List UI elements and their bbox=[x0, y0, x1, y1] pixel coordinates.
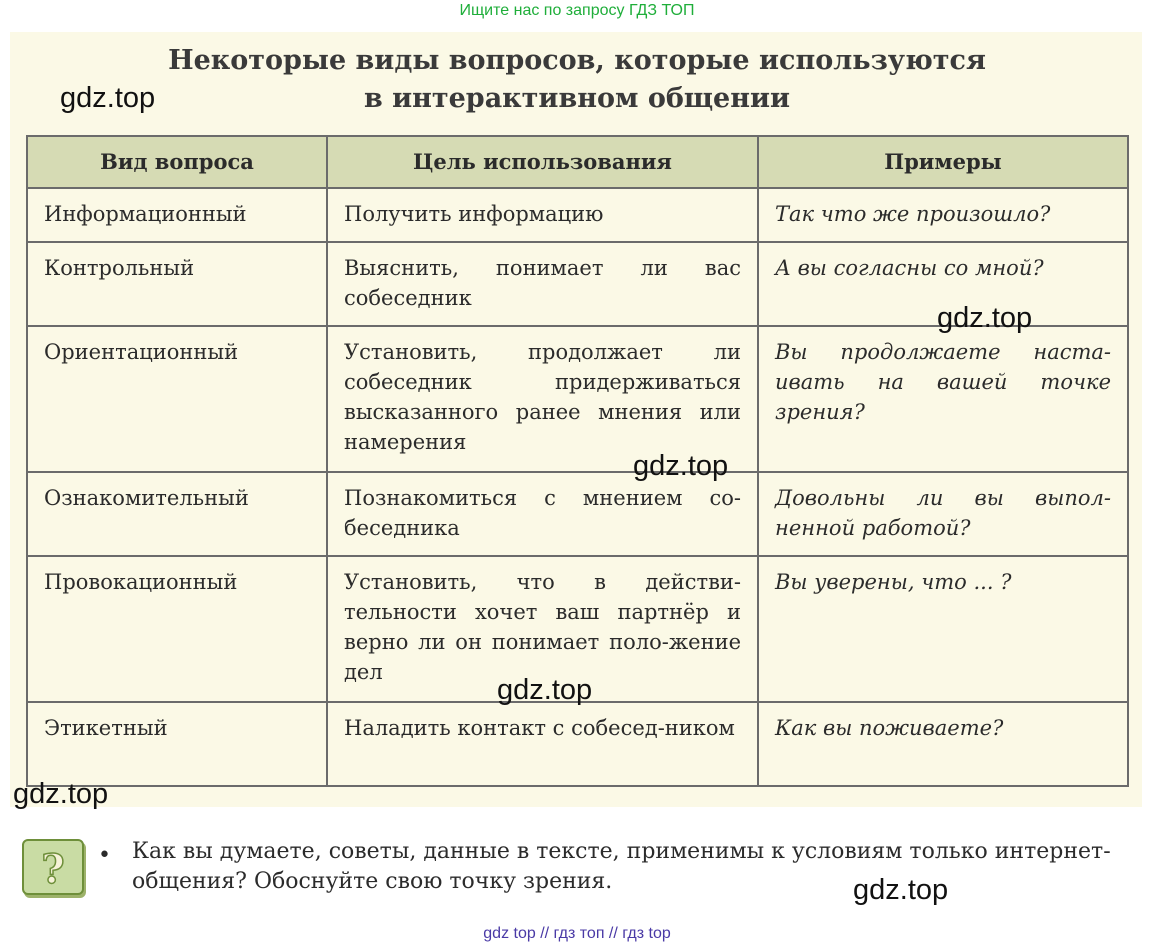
cell-example: Вы уверены, что ... ? bbox=[758, 556, 1128, 702]
table-row bbox=[27, 702, 1128, 786]
table-row bbox=[27, 326, 1128, 472]
footer-links[interactable]: gdz top // гдз топ // гдз top bbox=[483, 925, 671, 942]
bullet: • bbox=[98, 843, 111, 868]
cell-type: Ознакомительный bbox=[27, 472, 327, 556]
table-row bbox=[27, 188, 1128, 242]
title-line-1: Некоторые виды вопросов, которые используются bbox=[168, 45, 986, 76]
header-goal: Цель использования bbox=[327, 136, 758, 188]
cell-example: Как вы поживаете? bbox=[758, 702, 1128, 786]
cell-goal: Установить, продолжает ли собеседник придерживаться высказанного ранее мнения или намерения bbox=[327, 326, 758, 472]
cell-type: Ориентационный bbox=[27, 326, 327, 472]
top-banner[interactable]: Ищите нас по запросу ГДЗ ТОП bbox=[459, 2, 695, 19]
cell-type: Контрольный bbox=[27, 242, 327, 326]
watermark: gdz.top bbox=[937, 302, 1033, 334]
title-line-2: в интерактивном общении bbox=[363, 83, 791, 114]
table-header-row bbox=[27, 136, 1128, 188]
cell-type: Информационный bbox=[27, 188, 327, 242]
cell-type: Этикетный bbox=[27, 702, 327, 786]
cell-example: Довольны ли вы выпол-ненной работой? bbox=[758, 472, 1128, 556]
page-title bbox=[0, 42, 1154, 118]
cell-type: Провокационный bbox=[27, 556, 327, 702]
question-text: Как вы думаете, советы, данные в тексте, применимы к условиям только интернет-общения? Обоснуйте свою точку зрения. bbox=[132, 839, 1111, 894]
svg-text:?: ? bbox=[41, 846, 65, 893]
cell-example: А вы согласны со мной? bbox=[758, 242, 1128, 326]
cell-goal: Выяснить, понимает ли вас собеседник bbox=[327, 242, 758, 326]
cell-goal: Установить, что в действи-тельности хочет ваш партнёр и верно ли он понимает поло-жение дел bbox=[327, 556, 758, 702]
header-type: Вид вопроса bbox=[27, 136, 327, 188]
cell-goal: Получить информацию bbox=[327, 188, 758, 242]
watermark: gdz.top bbox=[13, 778, 109, 810]
question-block bbox=[20, 835, 1130, 905]
cell-goal: Познакомиться с мнением со-беседника bbox=[327, 472, 758, 556]
question-mark-icon bbox=[22, 839, 84, 895]
watermark: gdz.top bbox=[853, 874, 949, 906]
cell-example: Так что же произошло? bbox=[758, 188, 1128, 242]
watermark: gdz.top bbox=[60, 82, 156, 114]
cell-goal: Наладить контакт с собесед-ником bbox=[327, 702, 758, 786]
table-row bbox=[27, 472, 1128, 556]
watermark: gdz.top bbox=[633, 450, 729, 482]
watermark: gdz.top bbox=[497, 674, 593, 706]
header-examples: Примеры bbox=[758, 136, 1128, 188]
cell-example: Вы продолжаете наста-ивать на вашей точке зрения? bbox=[758, 326, 1128, 472]
